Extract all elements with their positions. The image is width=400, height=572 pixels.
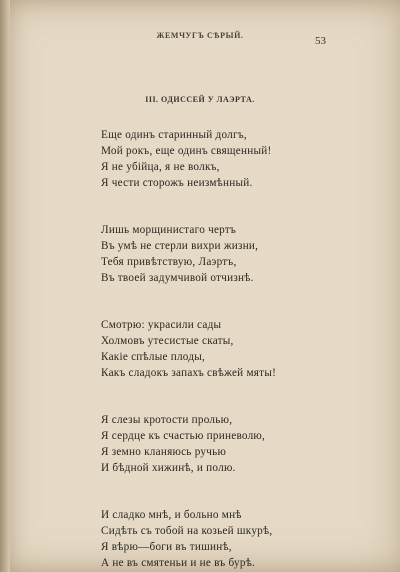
stanza-4 — [101, 412, 381, 476]
poem-line: И сладко мнѣ, и больно мнѣ — [101, 509, 242, 521]
page-gutter — [0, 0, 10, 572]
stanza-2 — [101, 222, 381, 286]
stanza-5 — [101, 507, 381, 571]
poem-line: Еще одинъ старинный долгъ, — [101, 129, 247, 141]
poem-line: Какіе спѣлые плоды, — [101, 351, 206, 363]
stanza-3 — [101, 317, 381, 381]
poem-line: Лишь морщинистаго чертъ — [101, 224, 237, 236]
poem-title: III. ОДИССЕЙ У ЛАЭРТА. — [145, 95, 255, 104]
poem-body — [101, 127, 381, 572]
poem-line: Въ умѣ не стерли вихри жизни, — [101, 240, 259, 252]
poem-line: Я слезы кротости пролью, — [101, 414, 233, 426]
running-head: ЖЕМЧУГЪ СѢРЫЙ. — [156, 31, 244, 40]
poem-line: Холмовъ утесистые скаты, — [101, 335, 234, 347]
page-number: 53 — [315, 35, 326, 47]
stanza-1 — [101, 127, 381, 191]
poem-line: Мой рокъ, еще одинъ священный! — [101, 145, 272, 157]
poem-line: Сидѣть съ тобой на козьей шкурѣ, — [101, 525, 273, 537]
poem-line: А не въ смятеньи и не въ бурѣ. — [101, 557, 256, 569]
poem-line: Я земно кланяюсь ручью — [101, 446, 227, 458]
poem-line: Какъ сладокъ запахъ свѣжей мяты! — [101, 367, 277, 379]
poem-line: Я вѣрю—боги въ тишинѣ, — [101, 541, 232, 553]
poem-line: Смотрю: украсили сады — [101, 319, 222, 331]
poem-line: Я сердце къ счастью приневолю, — [101, 430, 266, 442]
poem-line: Въ твоей задумчивой отчизнѣ. — [101, 272, 254, 284]
poem-line: И бѣдной хижинѣ, и полю. — [101, 462, 236, 474]
poem-line: Я чести сторожъ неизмѣнный. — [101, 177, 253, 189]
poem-line: Тебя привѣтствую, Лаэртъ, — [101, 256, 237, 268]
poem-line: Я не убійца, я не волкъ, — [101, 161, 220, 173]
